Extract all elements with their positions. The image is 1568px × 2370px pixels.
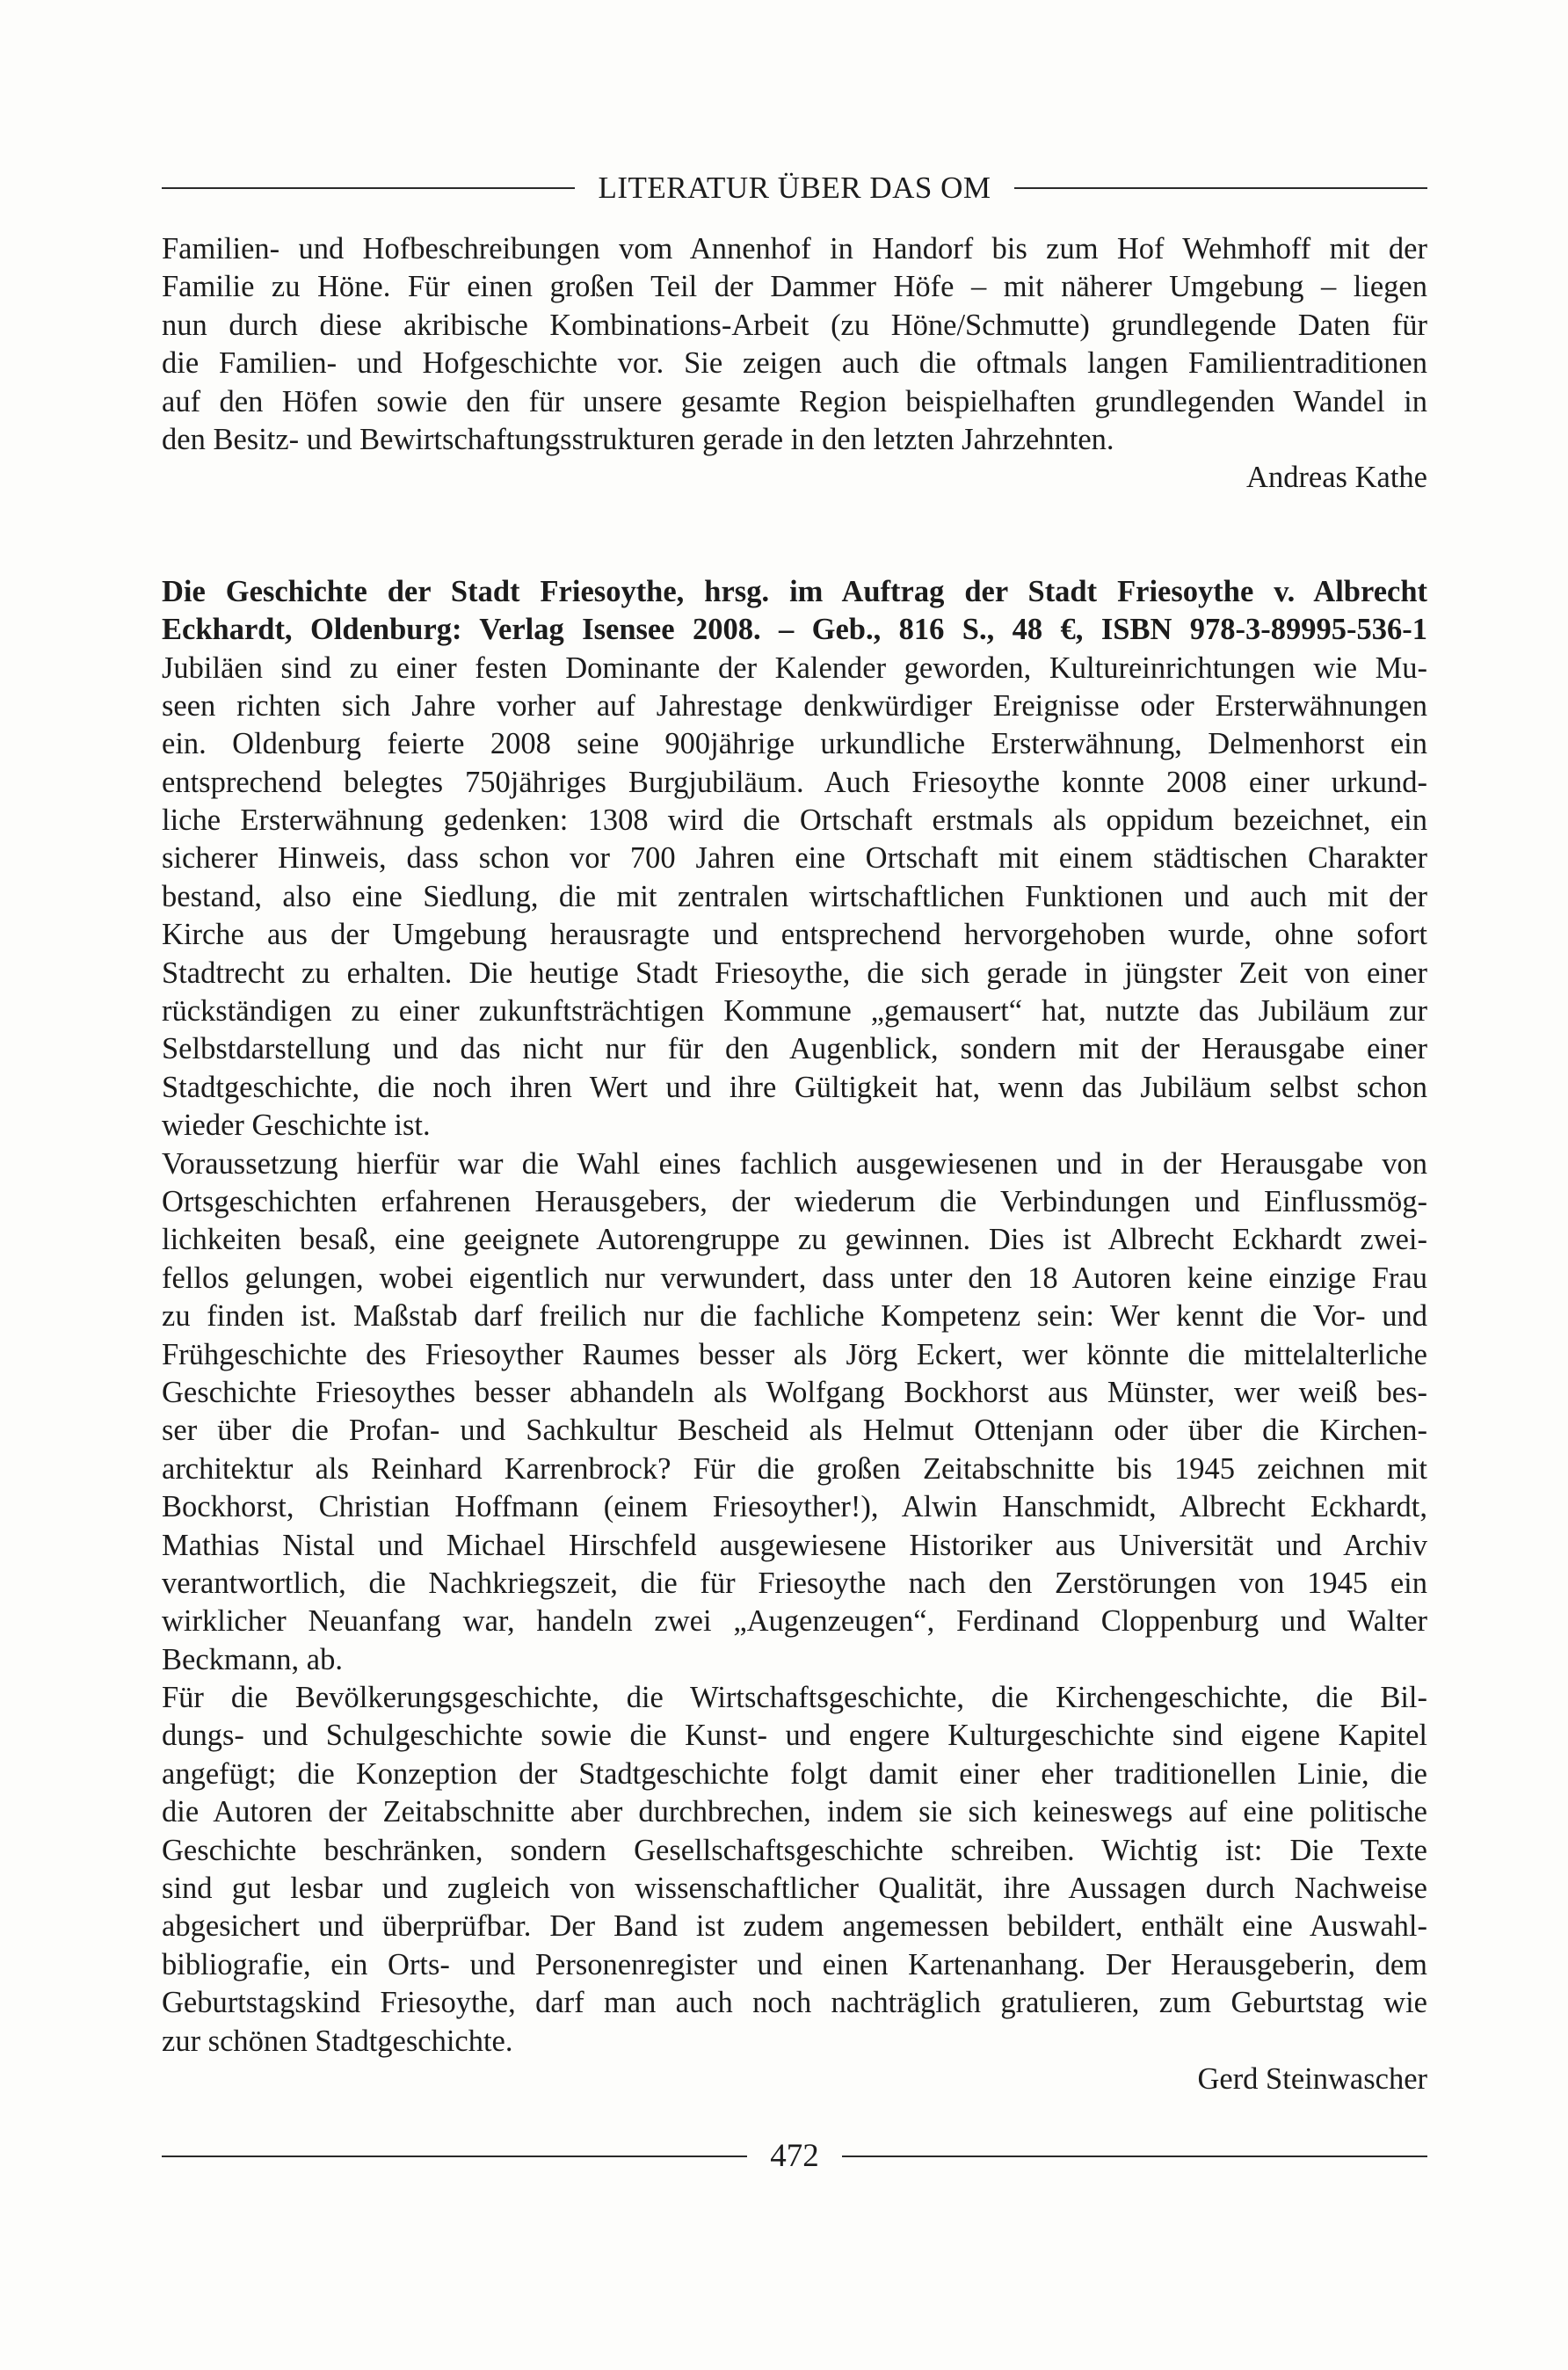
text-line: rückständigen zu einer zukunftsträchtigen Kommune „gemausert“ hat, nutzte das Jubiläum zur bbox=[162, 994, 1427, 1029]
text-line: verantwortlich, die Nachkriegszeit, die für Friesoythe nach den Zerstörungen von 1945 ein bbox=[162, 1566, 1427, 1600]
text-line: Mathias Nistal und Michael Hirschfeld ausgewiesene Historiker aus Universität und Archiv bbox=[162, 1528, 1427, 1562]
text-line: ser über die Profan- und Sachkultur Bescheid als Helmut Ottenjann oder über die Kirchen- bbox=[162, 1414, 1427, 1448]
text-line: seen richten sich Jahre vorher auf Jahrestage denkwürdiger Ereignisse oder Ersterwähnungen bbox=[162, 688, 1427, 723]
text-line: Familien- und Hofbeschreibungen vom Annenhof in Handorf bis zum Hof Wehmhoff mit der bbox=[162, 232, 1427, 265]
text-line: abgesichert und überprüfbar. Der Band ist zudem angemessen bebildert, enthält eine Auswahl- bbox=[162, 1909, 1427, 1944]
text-line: Frühgeschichte des Friesoyther Raumes besser als Jörg Eckert, wer könnte die mittelalterliche bbox=[162, 1337, 1427, 1371]
text-line: Familie zu Höne. Für einen großen Teil der Dammer Höfe – mit näherer Umgebung – liegen bbox=[162, 270, 1427, 304]
text-line: Geschichte Friesoythes besser abhandeln als Wolfgang Bockhorst aus Münster, wer weiß bes- bbox=[162, 1375, 1427, 1409]
text-line: sind gut lesbar und zugleich von wissenschaftlicher Qualität, ihre Aussagen durch Nachweise bbox=[162, 1872, 1427, 1906]
text-line: dungs- und Schulgeschichte sowie die Kunst- und engere Kulturgeschichte sind eigene Kapitel bbox=[162, 1719, 1427, 1753]
running-header bbox=[162, 165, 1427, 211]
review1-author: Andreas Kathe bbox=[1246, 461, 1427, 495]
text-line: Jubiläen sind zu einer festen Dominante der Kalender geworden, Kultureinrichtungen wie Mu- bbox=[162, 651, 1427, 685]
text-line: wieder Geschichte ist. bbox=[162, 1109, 431, 1143]
review2-paragraph-2 bbox=[162, 1145, 1427, 1679]
text-line: Ortsgeschichten erfahrenen Herausgebers, der wiederum die Verbindungen und Einflussmög- bbox=[162, 1184, 1427, 1218]
text-line: architektur als Reinhard Karrenbrock? Für die großen Zeitabschnitte bis 1945 zeichnen mit bbox=[162, 1451, 1427, 1486]
text-line: Selbstdarstellung und das nicht nur für den Augenblick, sondern mit der Herausgabe einer bbox=[162, 1032, 1427, 1066]
review2-paragraph-3 bbox=[162, 1679, 1427, 2061]
text-line: Beckmann, ab. bbox=[162, 1642, 343, 1676]
text-line: Geschichte beschränken, sondern Gesellschaftsgeschichte schreiben. Wichtig ist: Die Texte bbox=[162, 1833, 1427, 1867]
text-line: Für die Bevölkerungsgeschichte, die Wirtschaftsgeschichte, die Kirchengeschichte, die Bil- bbox=[162, 1681, 1427, 1715]
text-line: Geburtstagskind Friesoythe, darf man auch noch nachträglich gratulieren, zum Geburtstag wie bbox=[162, 1986, 1427, 2020]
text-line: Bockhorst, Christian Hoffmann (einem Friesoyther!), Alwin Hanschmidt, Albrecht Eckhardt, bbox=[162, 1490, 1427, 1524]
text-line: Stadtgeschichte, die noch ihren Wert und ihre Gültigkeit hat, wenn das Jubiläum selbst schon bbox=[162, 1070, 1427, 1104]
text-line: wirklicher Neuanfang war, handeln zwei „Augenzeugen“, Ferdinand Cloppenburg und Walter bbox=[162, 1604, 1427, 1639]
text-line: bibliografie, ein Orts- und Personenregister und einen Kartenanhang. Der Herausgeberin, dem bbox=[162, 1947, 1427, 1981]
page-body bbox=[162, 230, 1427, 2098]
text-line: entsprechend belegtes 750jähriges Burgjubiläum. Auch Friesoythe konnte 2008 einer urkund- bbox=[162, 765, 1427, 799]
heading-line: Eckhardt, Oldenburg: Verlag Isensee 2008. – Geb., 816 S., 48 €, ISBN 978-3-89995-536-1 bbox=[162, 613, 1427, 647]
text-line: fellos gelungen, wobei eigentlich nur verwundert, dass unter den 18 Autoren keine einzige Frau bbox=[162, 1261, 1427, 1295]
text-line: Stadtrecht zu erhalten. Die heutige Stadt Friesoythe, die sich gerade in jüngster Zeit von einer bbox=[162, 956, 1427, 990]
review2-paragraph-1 bbox=[162, 650, 1427, 1145]
text-line: zur schönen Stadtgeschichte. bbox=[162, 2024, 513, 2058]
heading-line: Die Geschichte der Stadt Friesoythe, hrsg. im Auftrag der Stadt Friesoythe v. Albrecht bbox=[162, 574, 1427, 608]
text-line: die Autoren der Zeitabschnitte aber durchbrechen, indem sie sich keineswegs auf eine politische bbox=[162, 1795, 1427, 1829]
text-line: auf den Höfen sowie den für unsere gesamte Region beispielhaften grundlegenden Wandel in bbox=[162, 384, 1427, 418]
review2-heading bbox=[162, 573, 1427, 650]
running-head-title: LITERATUR ÜBER DAS OM bbox=[598, 171, 991, 205]
text-line: zu finden ist. Maßstab darf freilich nur die fachliche Kompetenz sein: Wer kennt die Vor- und bbox=[162, 1299, 1427, 1334]
header-rule-left bbox=[162, 187, 575, 189]
review1-text bbox=[162, 230, 1427, 459]
text-line: liche Ersterwähnung gedenken: 1308 wird die Ortschaft erstmals als oppidum bezeichnet, ein bbox=[162, 803, 1427, 838]
footer-rule-right bbox=[842, 2156, 1427, 2157]
text-line: lichkeiten besaß, eine geeignete Autorengruppe zu gewinnen. Dies ist Albrecht Eckhardt zwei- bbox=[162, 1223, 1427, 1257]
text-line: Kirche aus der Umgebung herausragte und entsprechend hervorgehoben wurde, ohne sofort bbox=[162, 918, 1427, 952]
text-line: ein. Oldenburg feierte 2008 seine 900jährige urkundliche Ersterwähnung, Delmenhorst ein bbox=[162, 727, 1427, 761]
text-line: die Familien- und Hofgeschichte vor. Sie zeigen auch die oftmals langen Familientraditionen bbox=[162, 346, 1427, 381]
text-line: den Besitz- und Bewirtschaftungsstrukturen gerade in den letzten Jahrzehnten. bbox=[162, 422, 1114, 456]
section-spacer bbox=[162, 498, 1427, 573]
text-line: Voraussetzung hierfür war die Wahl eines fachlich ausgewiesenen und in der Herausgabe von bbox=[162, 1146, 1427, 1181]
page-footer bbox=[162, 2132, 1427, 2181]
review2-author: Gerd Steinwascher bbox=[1197, 2061, 1427, 2096]
text-line: nun durch diese akribische Kombinations-Arbeit (zu Höne/Schmutte) grundlegende Daten für bbox=[162, 308, 1427, 342]
text-line: angefügt; die Konzeption der Stadtgeschichte folgt damit einer eher traditionellen Linie, die bbox=[162, 1756, 1427, 1791]
page-number: 472 bbox=[770, 2138, 819, 2174]
header-rule-right bbox=[1014, 187, 1427, 189]
text-line: sicherer Hinweis, dass schon vor 700 Jahren eine Ortschaft mit einem städtischen Charakter bbox=[162, 841, 1427, 876]
footer-rule-left bbox=[162, 2156, 747, 2157]
text-line: bestand, also eine Siedlung, die mit zentralen wirtschaftlichen Funktionen und auch mit der bbox=[162, 879, 1427, 913]
